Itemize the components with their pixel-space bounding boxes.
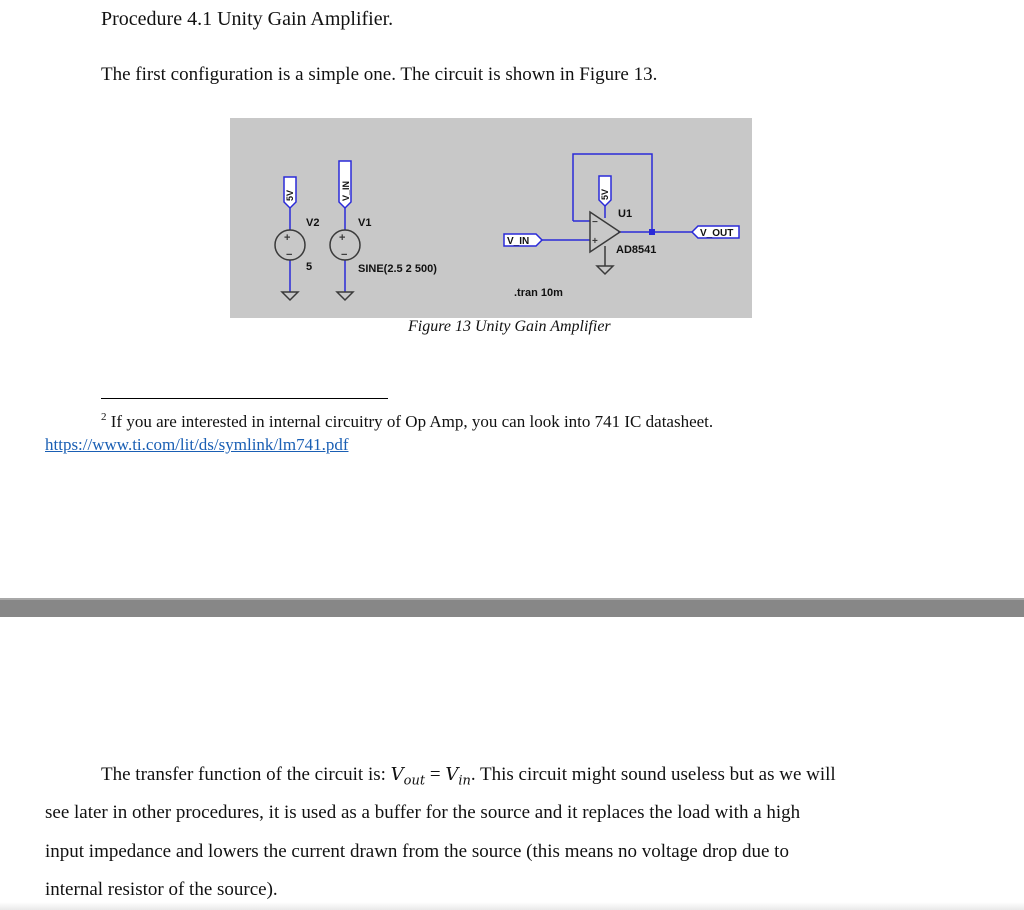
v2-name: V2 [306,217,320,229]
flag-vin-v1 [339,161,351,208]
datasheet-link[interactable]: https://www.ti.com/lit/ds/symlink/lm741.pdf [45,435,349,454]
figure-caption: Figure 13 Unity Gain Amplifier [408,318,611,335]
vin-symbol: $V_{in}$ [445,764,471,789]
ground-u1 [597,266,613,274]
v2-source [275,230,305,261]
u1-part: AD8541 [616,244,657,256]
transfer-line-2: see later in other procedures, it is used as a buffer for the source and it replaces the load with a high [45,802,801,823]
port-vin [504,234,542,247]
page-break-bar [0,598,1024,617]
v2-plus: + [284,232,291,244]
footnote-separator [101,398,388,399]
v1-plus: + [339,232,346,244]
circuit-schematic [230,118,752,318]
transfer-line-3: input impedance and lowers the current drawn from the source (this means no voltage drop due to [45,841,789,862]
ground-v2 [282,292,298,300]
transfer-line-1-pre: The transfer function of the circuit is: [101,764,391,785]
v2-minus: − [286,249,293,261]
flag-5v-u1 [599,176,611,206]
v1-minus: − [341,249,348,261]
opamp-minus: − [592,217,598,228]
footnote-number: 2 [101,411,107,423]
flag-5v-v2-label: 5V [285,189,295,201]
flag-vin-v1-label: V_IN [341,180,351,201]
v1-source [330,230,360,261]
footnote [101,411,713,432]
intro-paragraph: The first configuration is a simple one. The circuit is shown in Figure 13. [101,64,658,85]
transfer-line-1-post: . This circuit might sound useless but as we will [470,764,836,785]
u1-name: U1 [618,208,633,220]
v1-name: V1 [358,217,372,229]
vout-symbol: $V_{out}$ [390,764,426,789]
opamp-plus: + [592,236,598,247]
section-heading: Procedure 4.1 Unity Gain Amplifier. [101,8,394,30]
port-vout-label: V_OUT [700,228,734,239]
bottom-shadow [0,902,1024,910]
port-vin-label: V_IN [507,236,530,247]
flag-5v-u1-label: 5V [600,188,610,200]
port-vout [692,226,739,239]
transfer-line-1 [101,764,836,789]
v2-value: 5 [306,261,313,273]
ground-v1 [337,292,353,300]
output-junction [649,229,655,235]
equals-sign: = [425,764,446,785]
v1-value: SINE(2.5 2 500) [358,263,437,275]
flag-5v-v2 [284,177,296,208]
transfer-line-4: internal resistor of the source). [45,879,278,900]
footnote-text: If you are interested in internal circuitry of Op Amp, you can look into 741 IC datasheet. [106,412,714,431]
tran-directive: .tran 10m [514,287,563,299]
